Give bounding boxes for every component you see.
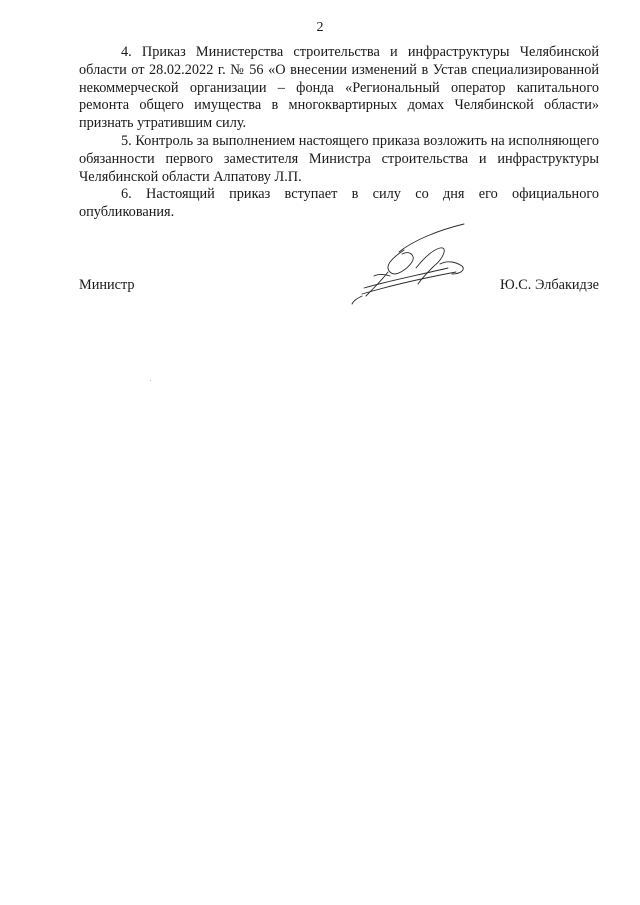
signatory-name: Ю.С. Элбакидзе bbox=[500, 277, 599, 293]
signature-block bbox=[79, 277, 599, 297]
paragraph-5: 5. Контроль за выполнением настоящего приказа возложить на исполняющего обязанности первого заместителя Министра строительства и инфраструктуры Челябинской области Алпатову Л.П. bbox=[79, 132, 599, 185]
paragraph-4: 4. Приказ Министерства строительства и инфраструктуры Челябинской области от 28.02.2022 г. № 56 «О внесении изменений в Устав специализированной некоммерческой организации – фонда «Региональный оператор капитального ремонта общего имущества в многоквартирных домах Челябинской области» признать утратившим силу. bbox=[79, 44, 599, 132]
scan-speck bbox=[150, 380, 151, 381]
document-body bbox=[79, 44, 599, 222]
paragraph-6: 6. Настоящий приказ вступает в силу со дня его официального опубликования. bbox=[79, 186, 599, 221]
page-number: 2 bbox=[316, 20, 324, 35]
signatory-title: Министр bbox=[79, 277, 135, 293]
